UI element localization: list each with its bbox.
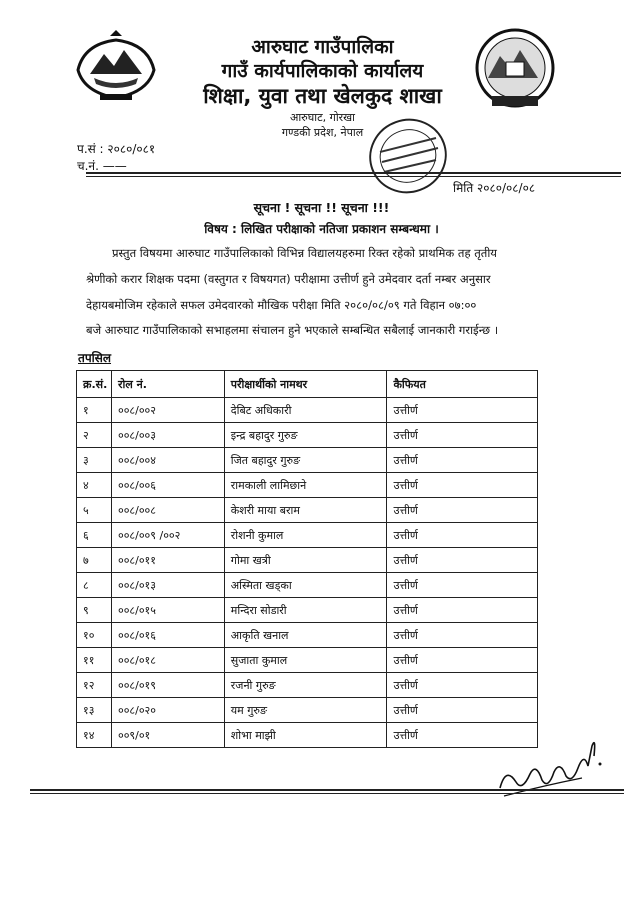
- serial-cell: ७: [77, 548, 112, 573]
- serial-cell: १: [77, 398, 112, 423]
- name-cell: सुजाता कुमाल: [224, 648, 387, 673]
- column-header-name: परीक्षार्थीको नामथर: [224, 371, 387, 398]
- table-row: [77, 398, 538, 423]
- serial-cell: ९: [77, 598, 112, 623]
- table-row: [77, 473, 538, 498]
- remarks-cell: उत्तीर्ण: [387, 473, 538, 498]
- table-row: [77, 423, 538, 448]
- remarks-cell: उत्तीर्ण: [387, 498, 538, 523]
- roll-cell: ००८/००९ /००२: [111, 523, 224, 548]
- name-cell: देबिट अधिकारी: [224, 398, 387, 423]
- roll-cell: ००८/०११: [111, 548, 224, 573]
- table-row: [77, 598, 538, 623]
- remarks-cell: उत्तीर्ण: [387, 623, 538, 648]
- office-stamp-icon: [362, 108, 454, 200]
- remarks-cell: उत्तीर्ण: [387, 398, 538, 423]
- name-cell: रजनी गुरुङ: [224, 673, 387, 698]
- body-text-line: बजे आरुघाट गाउँपालिकाको सभाहलमा संचालन हुने भएकाले सम्बन्धित सबैलाई जानकारी गराईन्छ ।: [86, 323, 499, 337]
- name-cell: केशरी माया बराम: [224, 498, 387, 523]
- table-row: [77, 673, 538, 698]
- table-header-row: [77, 371, 538, 398]
- roll-cell: ००८/००६: [111, 473, 224, 498]
- roll-cell: ००८/०१६: [111, 623, 224, 648]
- roll-cell: ००८/०१५: [111, 598, 224, 623]
- table-row: [77, 498, 538, 523]
- name-cell: अस्मिता खड्का: [224, 573, 387, 598]
- notice-title: सूचना ! सूचना !! सूचना !!!: [253, 200, 390, 215]
- section-name: शिक्षा, युवा तथा खेलकुद शाखा: [203, 84, 442, 108]
- table-row: [77, 723, 538, 748]
- signature-icon: [492, 726, 612, 806]
- remarks-cell: उत्तीर्ण: [387, 448, 538, 473]
- table-row: [77, 523, 538, 548]
- name-cell: यम गुरुङ: [224, 698, 387, 723]
- serial-cell: ३: [77, 448, 112, 473]
- table-row: [77, 648, 538, 673]
- serial-cell: १४: [77, 723, 112, 748]
- table-row: [77, 448, 538, 473]
- office-name: गाउँ कार्यपालिकाको कार्यालय: [221, 60, 424, 82]
- results-table: [76, 370, 538, 748]
- name-cell: इन्द्र बहादुर गुरुङ: [224, 423, 387, 448]
- name-cell: रोशनी कुमाल: [224, 523, 387, 548]
- footer-divider: [30, 789, 624, 791]
- municipality-name: आरुघाट गाउँपालिका: [251, 36, 394, 58]
- roll-cell: ००८/०१३: [111, 573, 224, 598]
- serial-cell: ६: [77, 523, 112, 548]
- roll-cell: ००८/०१८: [111, 648, 224, 673]
- table-row: [77, 573, 538, 598]
- column-header-remarks: कैफियत: [387, 371, 538, 398]
- remarks-cell: उत्तीर्ण: [387, 423, 538, 448]
- name-cell: मन्दिरा सोडारी: [224, 598, 387, 623]
- name-cell: शोभा माझी: [224, 723, 387, 748]
- serial-cell: २: [77, 423, 112, 448]
- body-text-line: प्रस्तुत विषयमा आरुघाट गाउँपालिकाको विभिन्न विद्यालयहरुमा रिक्त रहेको प्राथमिक तह तृतीय: [112, 246, 497, 260]
- column-header-roll: रोल नं.: [111, 371, 224, 398]
- footer-divider-thin: [30, 793, 624, 794]
- table-row: [77, 548, 538, 573]
- name-cell: जित बहादुर गुरुङ: [224, 448, 387, 473]
- details-heading: तपसिल: [78, 351, 112, 365]
- serial-cell: १२: [77, 673, 112, 698]
- issue-date: मिति २०८०/०८/०८: [453, 181, 536, 195]
- roll-cell: ००८/०२०: [111, 698, 224, 723]
- province-line: गण्डकी प्रदेश, नेपाल: [281, 126, 364, 139]
- subject-line: विषय : लिखित परीक्षाको नतिजा प्रकाशन सम्बन्धमा ।: [204, 222, 439, 236]
- dispatch-number: च.नं. ——: [77, 159, 127, 173]
- address-line: आरुघाट, गोरखा: [289, 111, 356, 124]
- column-header-serial: क्र.सं.: [77, 371, 112, 398]
- remarks-cell: उत्तीर्ण: [387, 698, 538, 723]
- header-divider-thin: [86, 176, 621, 177]
- remarks-cell: उत्तीर्ण: [387, 648, 538, 673]
- serial-cell: ११: [77, 648, 112, 673]
- letter-number: प.सं : २०८०/०८१: [77, 142, 156, 156]
- nepal-government-emblem-icon: [70, 30, 162, 106]
- roll-cell: ००८/००४: [111, 448, 224, 473]
- serial-cell: ५: [77, 498, 112, 523]
- remarks-cell: उत्तीर्ण: [387, 598, 538, 623]
- roll-cell: ००८/०१९: [111, 673, 224, 698]
- name-cell: आकृति खनाल: [224, 623, 387, 648]
- remarks-cell: उत्तीर्ण: [387, 673, 538, 698]
- roll-cell: ००८/००३: [111, 423, 224, 448]
- body-text-line: श्रेणीको करार शिक्षक पदमा (वस्तुगत र विषयगत) परीक्षामा उत्तीर्ण हुने उमेदवार दर्ता नम्बर अनुसार: [86, 272, 491, 286]
- table-row: [77, 623, 538, 648]
- roll-cell: ००८/००८: [111, 498, 224, 523]
- serial-cell: १३: [77, 698, 112, 723]
- body-text-line: देहायबमोजिम रहेकाले सफल उमेदवारको मौखिक परीक्षा मिति २०८०/०८/०९ गते विहान ०७:००: [86, 298, 477, 312]
- serial-cell: ४: [77, 473, 112, 498]
- serial-cell: ८: [77, 573, 112, 598]
- name-cell: गोमा खत्री: [224, 548, 387, 573]
- name-cell: रामकाली लामिछाने: [224, 473, 387, 498]
- roll-cell: ००८/००२: [111, 398, 224, 423]
- remarks-cell: उत्तीर्ण: [387, 573, 538, 598]
- remarks-cell: उत्तीर्ण: [387, 548, 538, 573]
- roll-cell: ००९/०१: [111, 723, 224, 748]
- serial-cell: १०: [77, 623, 112, 648]
- header-divider: [86, 172, 621, 174]
- table-row: [77, 698, 538, 723]
- remarks-cell: उत्तीर्ण: [387, 723, 538, 748]
- remarks-cell: उत्तीर्ण: [387, 523, 538, 548]
